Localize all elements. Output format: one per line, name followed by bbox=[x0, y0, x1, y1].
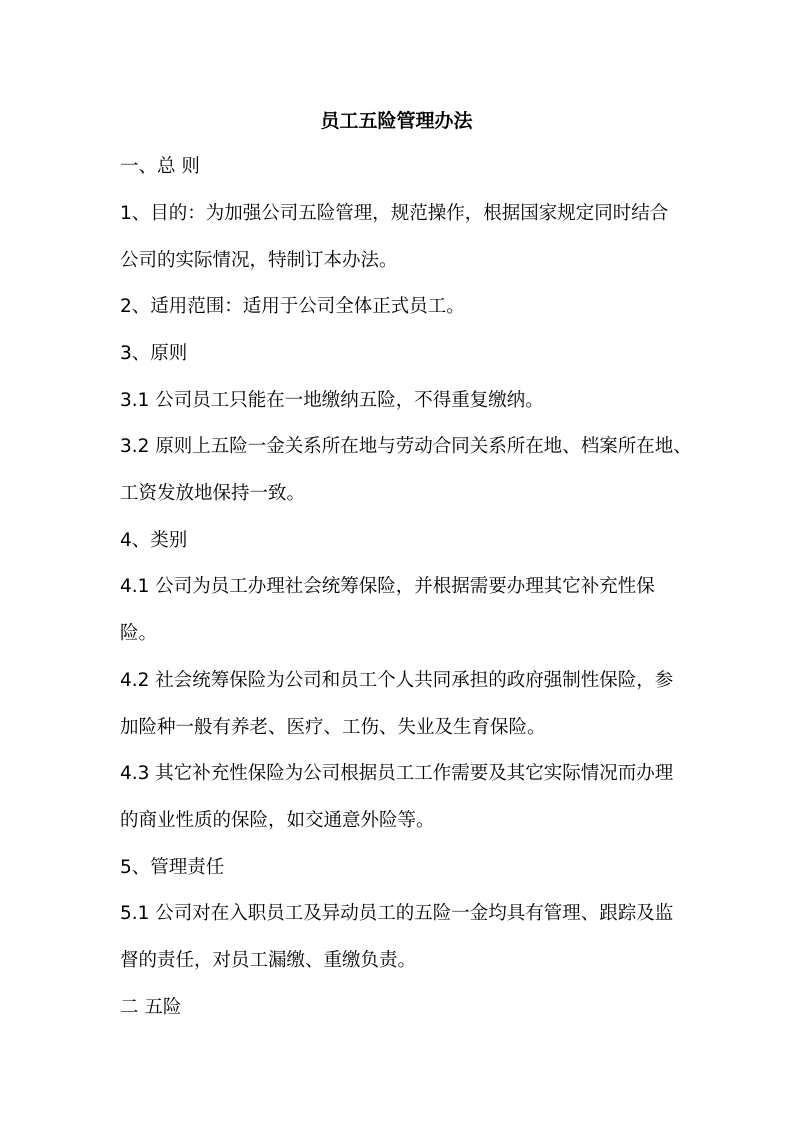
clause-5-1-line-1: 5.1 公司对在入职员工及异动员工的五险一金均具有管理、跟踪及监 bbox=[120, 903, 674, 925]
document-body bbox=[0, 98, 793, 1032]
clause-4-2-line-2: 加险种一般有养老、医疗、工伤、失业及生育保险。 bbox=[120, 716, 546, 738]
section-heading-general-provisions: 一、总 则 bbox=[120, 156, 200, 178]
clause-4-1-line-2: 险。 bbox=[120, 623, 158, 645]
clause-1-purpose-line-1: 1、目的：为加强公司五险管理，规范操作，根据国家规定同时结合 bbox=[120, 202, 669, 224]
clause-5-heading-management: 5、管理责任 bbox=[120, 856, 225, 878]
clause-3-2-line-1: 3.2 原则上五险一金关系所在地与劳动合同关系所在地、档案所在地、 bbox=[120, 436, 692, 458]
clause-3-1: 3.1 公司员工只能在一地缴纳五险，不得重复缴纳。 bbox=[120, 389, 544, 411]
clause-4-3-line-2: 的商业性质的保险，如交通意外险等。 bbox=[120, 809, 435, 831]
clause-4-3-line-1: 4.3 其它补充性保险为公司根据员工工作需要及其它实际情况而办理 bbox=[120, 763, 674, 785]
section-heading-five-insurances: 二 五险 bbox=[120, 996, 182, 1018]
document-title: 员工五险管理办法 bbox=[320, 109, 473, 132]
clause-4-heading-categories: 4、类别 bbox=[120, 529, 188, 551]
clause-2-scope: 2、适用范围：适用于公司全体正式员工。 bbox=[120, 296, 465, 318]
clause-4-1-line-1: 4.1 公司为员工办理社会统筹保险，并根据需要办理其它补充性保 bbox=[120, 576, 655, 598]
clause-3-heading-principles: 3、原则 bbox=[120, 343, 188, 365]
clause-5-1-line-2: 督的责任，对员工漏缴、重缴负责。 bbox=[120, 949, 417, 971]
clause-1-purpose-line-2: 公司的实际情况，特制订本办法。 bbox=[120, 249, 398, 271]
clause-4-2-line-1: 4.2 社会统筹保险为公司和员工个人共同承担的政府强制性保险，参 bbox=[120, 669, 674, 691]
clause-3-2-line-2: 工资发放地保持一致。 bbox=[120, 483, 306, 505]
